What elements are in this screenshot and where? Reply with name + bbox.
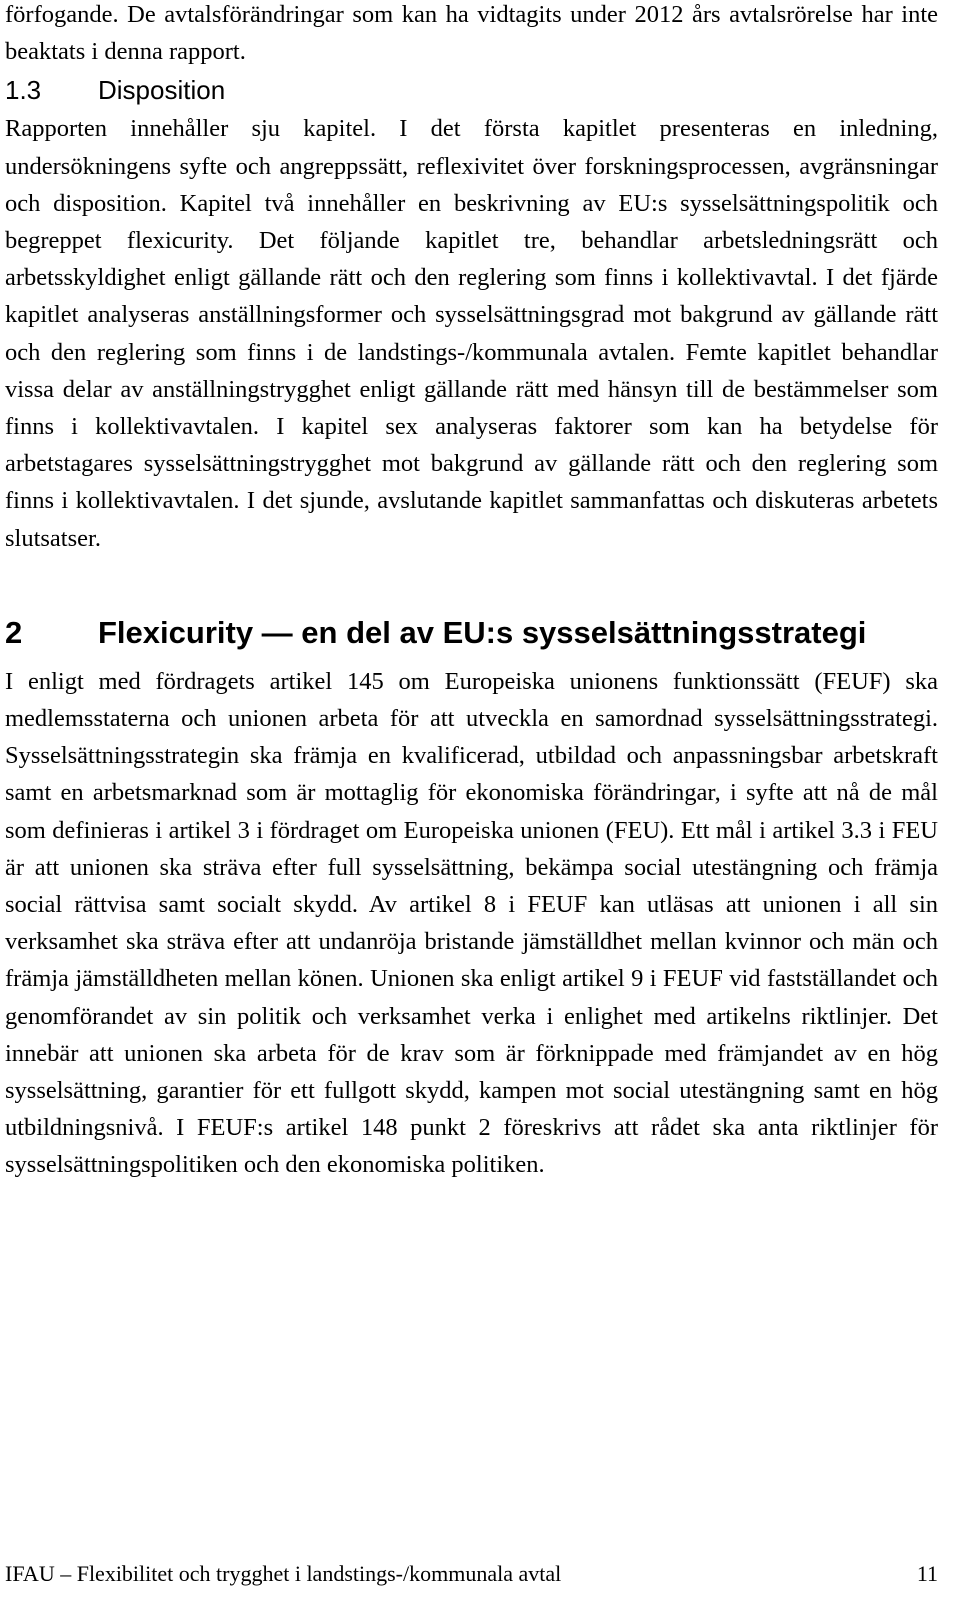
footer-title: IFAU – Flexibilitet och trygghet i landstings-/kommunala avtal xyxy=(5,1561,562,1586)
section-heading-1-3 xyxy=(5,70,938,110)
page-number: 11 xyxy=(916,1561,938,1586)
section-title: Flexicurity — en del av EU:s sysselsättningsstrategi xyxy=(98,614,867,650)
continuation-paragraph: förfogande. De avtalsförändringar som kan ha vidtagits under 2012 års avtalsrörelse har inte beaktats i denna rapport. xyxy=(5,1,938,66)
section-spacer xyxy=(5,557,938,613)
section-number: 1.3 xyxy=(5,75,42,106)
disposition-paragraph: Rapporten innehåller sju kapitel. I det första kapitlet presenteras en inledning, undersökningens syfte och angreppssätt, reflexivitet över forskningsprocessen, avgränsningar och disposition. Kapitel två innehåller en beskrivning av EU:s sysselsättningspolitik och begreppet flexicurity. Det följande kapitlet tre, behandlar arbetsledningsrätt och arbetsskyldighet enligt gällande rätt och den reglering som finns i kollektivavtal. I det fjärde kapitlet analyseras anställningsformer och sysselsättningsgrad mot bakgrund av gällande rätt och den reglering som finns i de landstings-/kommunala avtalen. Femte kapitlet behandlar vissa delar av anställningstrygghet enligt gällande rätt med hänsyn till de bestämmelser som finns i kollektivavtalen. I kapitel sex analyseras faktorer som kan ha betydelse för arbetstagares sysselsättningstrygghet mot bakgrund av gällande rätt och den reglering som finns i kollektivavtalen. I det sjunde, avslutande kapitlet sammanfattas och diskuteras arbetets slutsatser. xyxy=(5,115,938,552)
section-heading-2 xyxy=(5,613,938,652)
section-title: Disposition xyxy=(98,75,226,106)
flexicurity-paragraph: I enligt med fördragets artikel 145 om Europeiska unionens funktionssätt (FEUF) ska medlemsstaterna och unionen arbeta för att utveckla en samordnad sysselsättningsstrategi. Sysselsättningsstrategin ska främja en kvalificerad, utbildad och anpassningsbar arbetskraft samt en arbetsmarknad som är mottaglig för ekonomiska förändringar, i syfte att nå de mål som definieras i artikel 3 i fördraget om Europeiska unionen (FEU). Ett mål i artikel 3.3 i FEU är att unionen ska sträva efter full sysselsättning, bekämpa social utestängning och främja social rättvisa samt socialt skydd. Av artikel 8 i FEUF kan utläsas att unionen i all sin verksamhet ska sträva efter att undanröja bristande jämställdhet mellan kvinnor och män och främja jämställdheten mellan könen. Unionen ska enligt artikel 9 i FEUF vid fastställandet och genomförandet av sin politik och verksamhet verka i enlighet med artikelns riktlinjer. Det innebär att unionen ska arbeta för de krav som är förknippade med främjandet av en hög sysselsättning, garantier för ett fullgott skydd, kampen mot social utestängning samt en hög utbildningsnivå. I FEUF:s artikel 148 punkt 2 föreskrivs att rådet ska anta riktlinjer för sysselsättningspolitiken och den ekonomiska politiken. xyxy=(5,667,938,1179)
page-footer xyxy=(5,1560,938,1588)
section-number: 2 xyxy=(5,614,23,650)
